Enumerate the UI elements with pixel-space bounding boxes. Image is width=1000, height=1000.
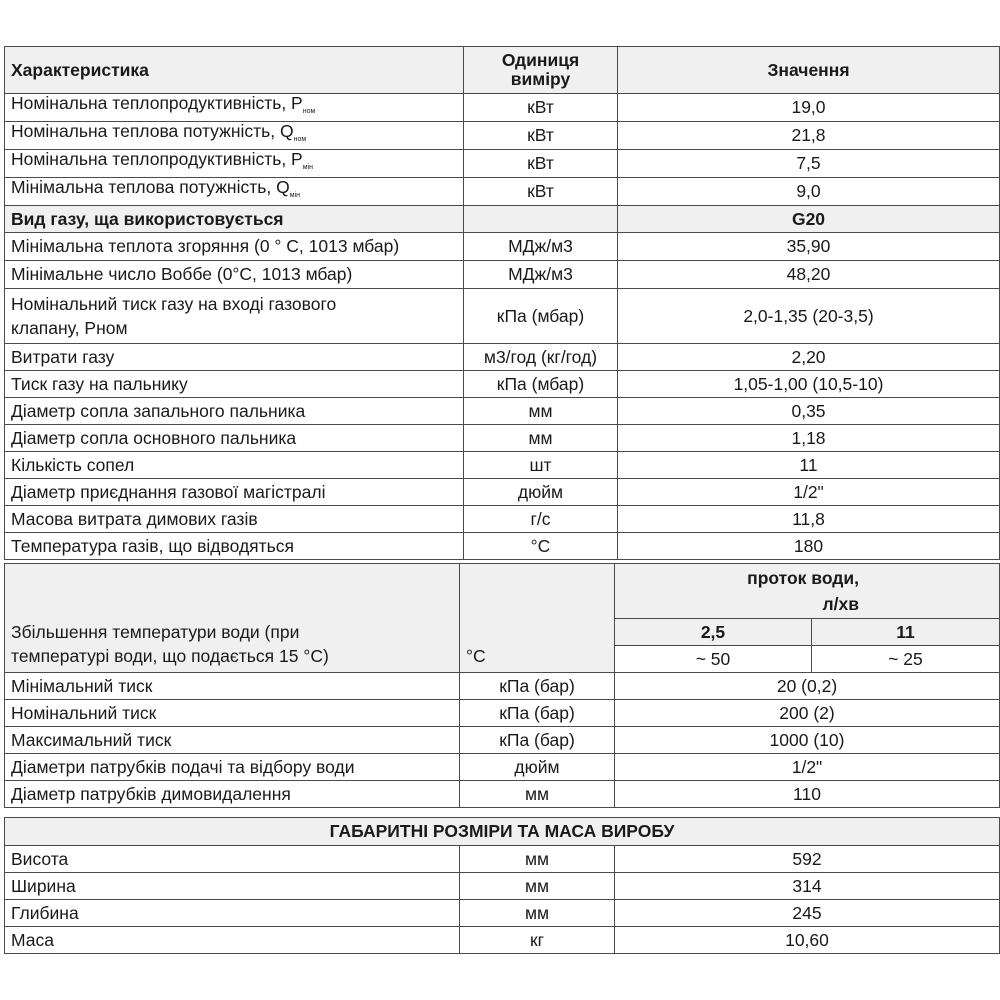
table-row	[5, 727, 1000, 754]
row-name: Мінімальна теплота згоряння (0 ° С, 1013 мбар)	[5, 233, 464, 261]
table-row	[5, 398, 1000, 425]
table-row	[5, 781, 1000, 808]
gas-type-label: Вид газу, ща використовується	[5, 206, 464, 233]
table-row	[5, 927, 1000, 954]
header-unit: Одиниця виміру	[464, 47, 618, 94]
table-row	[5, 289, 1000, 344]
row-value: 592	[615, 846, 1000, 873]
dimensions-title-row	[5, 818, 1000, 846]
row-unit: кВт	[464, 150, 618, 178]
row-value: 2,0-1,35 (20-3,5)	[618, 289, 1000, 344]
header-value: Значення	[618, 47, 1000, 94]
row-unit: кПа (бар)	[460, 700, 615, 727]
row-name: Масова витрата димових газів	[5, 506, 464, 533]
row-unit: кВт	[464, 178, 618, 206]
table-row	[5, 700, 1000, 727]
table-row	[5, 900, 1000, 927]
row-name: Тиск газу на пальнику	[5, 371, 464, 398]
table-row	[5, 261, 1000, 289]
row-unit: мм	[460, 781, 615, 808]
row-value: 110	[615, 781, 1000, 808]
gas-type-row	[5, 206, 1000, 233]
table-row	[5, 94, 1000, 122]
water-specs-table	[4, 563, 1000, 808]
row-unit: °С	[464, 533, 618, 560]
row-name: Діаметр сопла основного пальника	[5, 425, 464, 452]
table-row	[5, 846, 1000, 873]
row-value: 200 (2)	[615, 700, 1000, 727]
row-value: 11,8	[618, 506, 1000, 533]
row-value: 180	[618, 533, 1000, 560]
table-row	[5, 673, 1000, 700]
row-unit: м3/год (кг/год)	[464, 344, 618, 371]
row-value: 19,0	[618, 94, 1000, 122]
row-unit: мм	[464, 425, 618, 452]
row-name: Витрати газу	[5, 344, 464, 371]
table-row	[5, 533, 1000, 560]
table-row	[5, 506, 1000, 533]
row-value: 35,90	[618, 233, 1000, 261]
row-unit: мм	[464, 398, 618, 425]
flow-value: 11	[812, 619, 1000, 646]
row-value: 1000 (10)	[615, 727, 1000, 754]
row-unit: кг	[460, 927, 615, 954]
temp-rise-label: Збільшення температури води (при температурі води, що подається 15 °С)	[5, 564, 460, 673]
flow-title: проток води, л/хв	[615, 564, 1000, 619]
row-unit: мм	[460, 846, 615, 873]
row-unit: МДж/м3	[464, 261, 618, 289]
row-value: 48,20	[618, 261, 1000, 289]
table-row	[5, 425, 1000, 452]
row-value: 20 (0,2)	[615, 673, 1000, 700]
gas-type-unit	[464, 206, 618, 233]
row-unit: кВт	[464, 122, 618, 150]
header-characteristic: Характеристика	[5, 47, 464, 94]
row-unit: шт	[464, 452, 618, 479]
row-unit: МДж/м3	[464, 233, 618, 261]
row-name: Діаметр патрубків димовидалення	[5, 781, 460, 808]
table-row	[5, 344, 1000, 371]
table-row	[5, 122, 1000, 150]
row-value: 7,5	[618, 150, 1000, 178]
dimensions-table	[4, 817, 1000, 954]
row-name: Номінальний тиск	[5, 700, 460, 727]
table-row	[5, 754, 1000, 781]
row-value: 1/2"	[618, 479, 1000, 506]
row-unit: г/с	[464, 506, 618, 533]
row-name: Кількість сопел	[5, 452, 464, 479]
temp-value: ~ 50	[615, 646, 812, 673]
row-name: Мінімальний тиск	[5, 673, 460, 700]
row-value: 245	[615, 900, 1000, 927]
row-name: Висота	[5, 846, 460, 873]
row-unit: кПа (мбар)	[464, 289, 618, 344]
row-value: 0,35	[618, 398, 1000, 425]
table-row	[5, 371, 1000, 398]
row-name: Номінальна теплопродуктивність, $P_{ном}$	[5, 94, 464, 122]
row-value: 10,60	[615, 927, 1000, 954]
table-row	[5, 452, 1000, 479]
temp-value: ~ 25	[812, 646, 1000, 673]
row-name: Діаметр приєднання газової магістралі	[5, 479, 464, 506]
table-row	[5, 233, 1000, 261]
gas-specs-table	[4, 46, 1000, 560]
row-unit: мм	[460, 873, 615, 900]
row-name: Максимальний тиск	[5, 727, 460, 754]
row-name: Діаметри патрубків подачі та відбору води	[5, 754, 460, 781]
dimensions-title: ГАБАРИТНІ РОЗМІРИ ТА МАСА ВИРОБУ	[5, 818, 1000, 846]
row-value: 11	[618, 452, 1000, 479]
row-value: 2,20	[618, 344, 1000, 371]
row-name: Діаметр сопла запального пальника	[5, 398, 464, 425]
flow-header-row	[5, 564, 1000, 619]
row-name: Номінальний тиск газу на вході газового клапану, Рном	[5, 289, 464, 344]
row-unit: дюйм	[464, 479, 618, 506]
row-unit: кПа (бар)	[460, 727, 615, 754]
row-value: 1,18	[618, 425, 1000, 452]
gas-type-value: G20	[618, 206, 1000, 233]
row-name: Температура газів, що відводяться	[5, 533, 464, 560]
row-name: Глибина	[5, 900, 460, 927]
flow-value: 2,5	[615, 619, 812, 646]
row-name: Ширина	[5, 873, 460, 900]
row-name: Номінальна теплопродуктивність, $P_{мін}$	[5, 150, 464, 178]
row-unit: мм	[460, 900, 615, 927]
row-value: 9,0	[618, 178, 1000, 206]
row-name: Мінімальна теплова потужність, $Q_{мін}$	[5, 178, 464, 206]
row-unit: кВт	[464, 94, 618, 122]
table-row	[5, 178, 1000, 206]
table-row	[5, 150, 1000, 178]
row-value: 1/2"	[615, 754, 1000, 781]
row-value: 1,05-1,00 (10,5-10)	[618, 371, 1000, 398]
temp-unit: °С	[460, 564, 615, 673]
header-row	[5, 47, 1000, 94]
row-name: Номінальна теплова потужність, $Q_{ном}$	[5, 122, 464, 150]
row-name: Маса	[5, 927, 460, 954]
table-row	[5, 479, 1000, 506]
row-unit: кПа (бар)	[460, 673, 615, 700]
row-value: 21,8	[618, 122, 1000, 150]
row-unit: дюйм	[460, 754, 615, 781]
row-value: 314	[615, 873, 1000, 900]
row-unit: кПа (мбар)	[464, 371, 618, 398]
row-name: Мінімальне число Воббе (0°С, 1013 мбар)	[5, 261, 464, 289]
table-row	[5, 873, 1000, 900]
